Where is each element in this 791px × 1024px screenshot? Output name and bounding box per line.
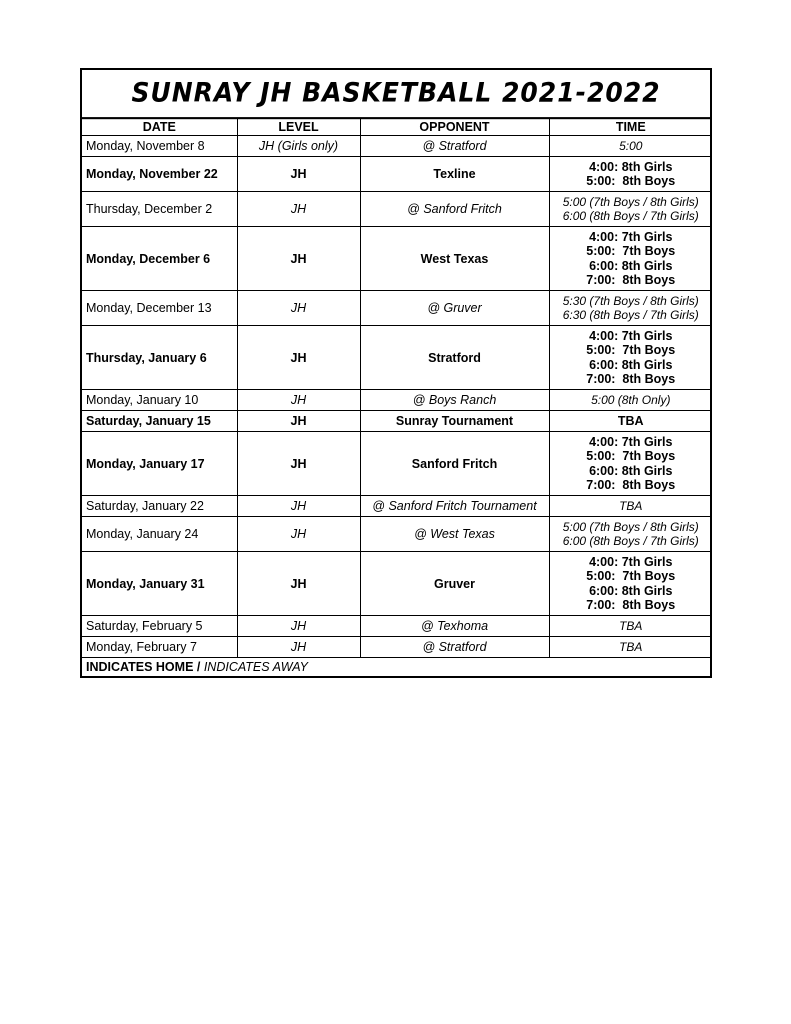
level-cell: JH <box>237 432 360 496</box>
time-line: TBA <box>619 498 643 513</box>
time-cell <box>549 496 712 517</box>
opponent-cell: @ West Texas <box>360 517 549 552</box>
schedule-rows <box>82 136 712 658</box>
time-line: 7:00: 8th Boys <box>586 372 676 386</box>
opponent-cell: Stratford <box>360 326 549 390</box>
time-line: 5:00 (7th Boys / 8th Girls) <box>562 194 699 209</box>
date-cell: Thursday, January 6 <box>82 326 237 390</box>
opponent-cell: @ Sanford Fritch <box>360 192 549 227</box>
legend-row <box>82 658 712 677</box>
schedule-row <box>82 637 712 658</box>
level-cell: JH <box>237 496 360 517</box>
opponent-cell: @ Sanford Fritch Tournament <box>360 496 549 517</box>
header-opponent: OPPONENT <box>360 118 549 136</box>
opponent-cell: @ Stratford <box>360 637 549 658</box>
date-cell: Monday, January 10 <box>82 390 237 411</box>
schedule-row <box>82 496 712 517</box>
level-cell: JH <box>237 637 360 658</box>
time-cell <box>549 432 712 496</box>
time-cell <box>549 411 712 432</box>
time-cell <box>549 192 712 227</box>
schedule-table <box>80 68 712 678</box>
level-cell: JH <box>237 157 360 192</box>
opponent-cell: @ Boys Ranch <box>360 390 549 411</box>
level-cell: JH <box>237 390 360 411</box>
time-line: TBA <box>619 618 643 633</box>
date-cell: Monday, November 8 <box>82 136 237 157</box>
time-line: 5:00: 7th Boys <box>586 343 676 357</box>
level-cell: JH <box>237 616 360 637</box>
level-cell: JH <box>237 192 360 227</box>
level-cell: JH <box>237 291 360 326</box>
time-line: 5:00 (8th Only) <box>591 392 671 407</box>
time-line: 4:00: 7th Girls <box>589 229 673 244</box>
time-cell <box>549 616 712 637</box>
time-line: 4:00: 7th Girls <box>589 328 673 343</box>
opponent-cell: @ Gruver <box>360 291 549 326</box>
schedule-row <box>82 326 712 390</box>
opponent-cell: Texline <box>360 157 549 192</box>
date-cell: Saturday, January 22 <box>82 496 237 517</box>
schedule-row <box>82 411 712 432</box>
schedule-row <box>82 552 712 616</box>
date-cell: Monday, January 24 <box>82 517 237 552</box>
header-level: LEVEL <box>237 118 360 136</box>
time-line: TBA <box>619 639 643 654</box>
time-line: 5:00 <box>619 138 643 153</box>
legend-cell <box>82 658 712 677</box>
time-line: 5:30 (7th Boys / 8th Girls) <box>562 293 699 308</box>
time-cell <box>549 517 712 552</box>
time-cell <box>549 291 712 326</box>
header-date: DATE <box>82 118 237 136</box>
time-line: 7:00: 8th Boys <box>586 478 676 492</box>
opponent-cell: Sunray Tournament <box>360 411 549 432</box>
level-cell: JH <box>237 411 360 432</box>
time-line: 5:00: 7th Boys <box>586 569 676 583</box>
schedule-row <box>82 517 712 552</box>
level-cell: JH <box>237 326 360 390</box>
date-cell: Monday, December 6 <box>82 227 237 291</box>
date-cell: Monday, January 31 <box>82 552 237 616</box>
time-line: 4:00: 7th Girls <box>589 434 673 449</box>
time-line: 5:00 (7th Boys / 8th Girls) <box>562 519 699 534</box>
time-line: 6:00: 8th Girls <box>589 583 673 598</box>
time-line: 4:00: 7th Girls <box>589 554 673 569</box>
schedule-grid <box>82 118 712 676</box>
schedule-row <box>82 616 712 637</box>
schedule-row <box>82 291 712 326</box>
opponent-cell: @ Stratford <box>360 136 549 157</box>
time-line: 6:00 (8th Boys / 7th Girls) <box>562 209 699 223</box>
schedule-row <box>82 227 712 291</box>
time-line: 5:00: 7th Boys <box>586 244 676 258</box>
legend-away: INDICATES AWAY <box>200 660 309 674</box>
time-cell <box>549 552 712 616</box>
header-row <box>82 118 712 136</box>
date-cell: Thursday, December 2 <box>82 192 237 227</box>
time-line: 5:00: 7th Boys <box>586 449 676 463</box>
time-line: 6:00: 8th Girls <box>589 357 673 372</box>
time-cell <box>549 136 712 157</box>
opponent-cell: Gruver <box>360 552 549 616</box>
time-line: 6:30 (8th Boys / 7th Girls) <box>562 308 699 322</box>
time-cell <box>549 227 712 291</box>
time-line: TBA <box>617 413 644 428</box>
level-cell: JH <box>237 552 360 616</box>
time-line: 7:00: 8th Boys <box>586 598 676 612</box>
time-line: 5:00: 8th Boys <box>586 174 676 188</box>
opponent-cell: Sanford Fritch <box>360 432 549 496</box>
time-cell <box>549 390 712 411</box>
time-cell <box>549 157 712 192</box>
schedule-row <box>82 192 712 227</box>
time-line: 6:00: 8th Girls <box>589 463 673 478</box>
legend-home: INDICATES HOME / <box>86 660 201 674</box>
opponent-cell: @ Texhoma <box>360 616 549 637</box>
level-cell: JH <box>237 517 360 552</box>
schedule-row <box>82 157 712 192</box>
schedule-title: SUNRAY JH BASKETBALL 2021-2022 <box>82 69 710 119</box>
time-line: 6:00: 8th Girls <box>589 258 673 273</box>
time-line: 6:00 (8th Boys / 7th Girls) <box>562 534 699 548</box>
time-cell <box>549 637 712 658</box>
opponent-cell: West Texas <box>360 227 549 291</box>
level-cell: JH (Girls only) <box>237 136 360 157</box>
header-time: TIME <box>549 118 712 136</box>
schedule-row <box>82 390 712 411</box>
time-line: 4:00: 8th Girls <box>589 159 673 174</box>
time-cell <box>549 326 712 390</box>
time-line: 7:00: 8th Boys <box>586 273 676 287</box>
date-cell: Monday, December 13 <box>82 291 237 326</box>
schedule-row <box>82 136 712 157</box>
level-cell: JH <box>237 227 360 291</box>
date-cell: Monday, January 17 <box>82 432 237 496</box>
date-cell: Monday, February 7 <box>82 637 237 658</box>
date-cell: Saturday, January 15 <box>82 411 237 432</box>
date-cell: Monday, November 22 <box>82 157 237 192</box>
schedule-row <box>82 432 712 496</box>
date-cell: Saturday, February 5 <box>82 616 237 637</box>
